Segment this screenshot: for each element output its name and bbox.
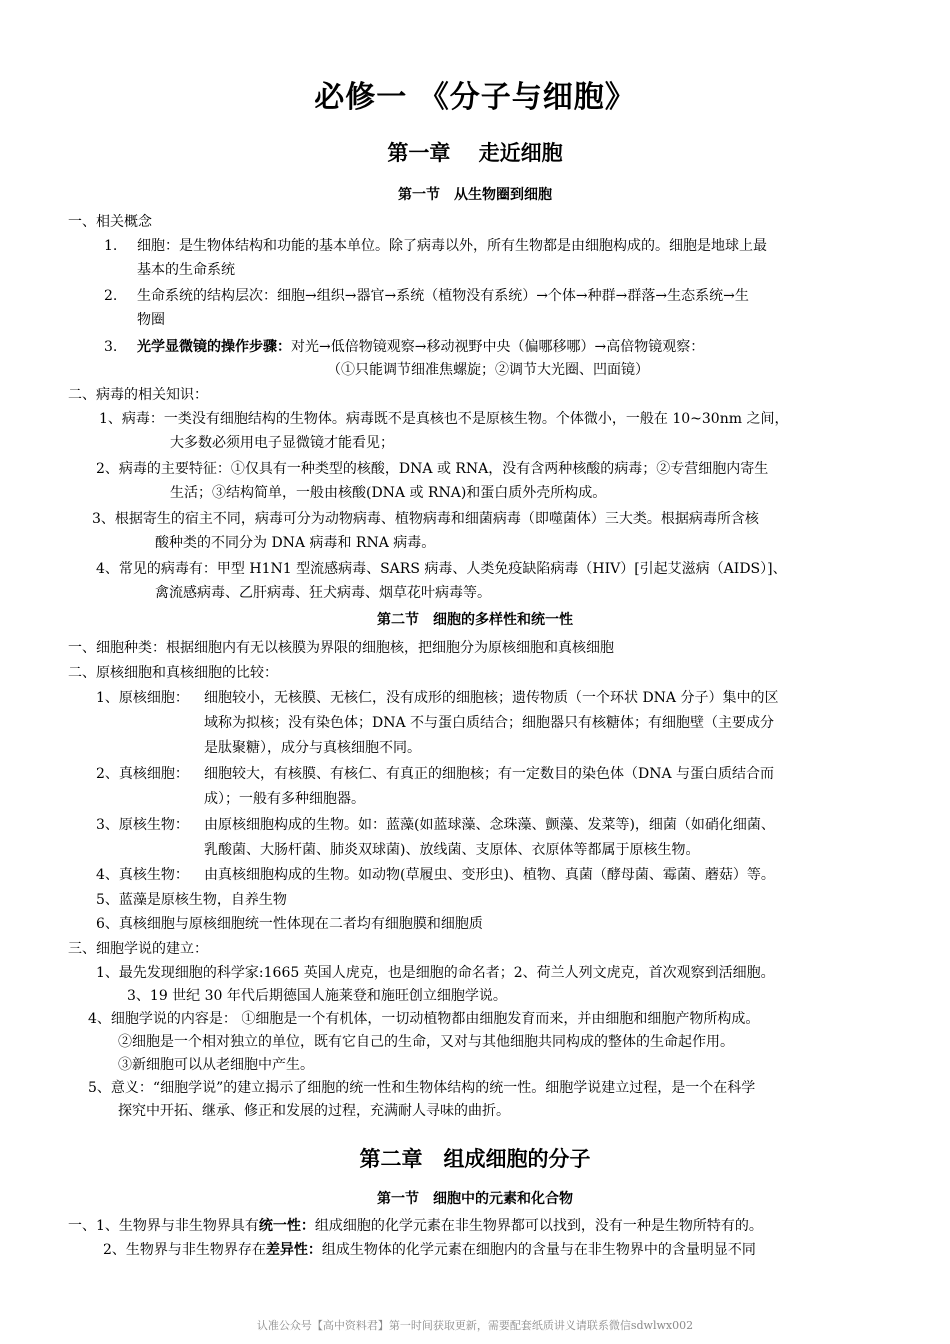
virus-2-line-1: 2、病毒的主要特征：①仅具有一种类型的核酸，DNA 或 RNA，没有含两种核酸的病毒；②专营细胞内寄生 xyxy=(96,461,769,477)
theory-1-line-1: 1、最先发现细胞的科学家:1665 英国人虎克，也是细胞的命名者；2、荷兰人列文虎克，首次观察到活细胞。 xyxy=(96,965,775,981)
item-2-line-1: 生命系统的结构层次：细胞→组织→器官→系统（植物没有系统）→个体→种群→群落→生态系统→生 xyxy=(137,288,749,304)
document-title: 必修一 《分子与细胞》 xyxy=(314,80,636,115)
eukaryote-organism-line-1: 由真核细胞构成的生物。如动物(草履虫、变形虫)、植物、真菌（酵母菌、霉菌、蘑菇）等。 xyxy=(204,867,775,883)
concepts-heading: 一、相关概念 xyxy=(68,214,152,230)
chapter-2-title: 第二章 组成细胞的分子 xyxy=(359,1147,591,1171)
theory-1-line-2: 3、19 世纪 30 年代后期德国人施莱登和施旺创立细胞学说。 xyxy=(127,988,507,1004)
prokaryote-organism-line-2: 乳酸菌、大肠杆菌、肺炎双球菌)、放线菌、支原体、衣原体等都属于原核生物。 xyxy=(204,842,700,858)
element-2-pre: 2、生物界与非生物界存在 xyxy=(103,1242,266,1258)
item-2-line-2: 物圈 xyxy=(137,312,165,328)
virus-3-line-1: 3、根据寄生的宿主不同，病毒可分为动物病毒、植物病毒和细菌病毒（即噬菌体）三大类。根据病毒所含核 xyxy=(92,511,759,527)
theory-4-line-3: ③新细胞可以从老细胞中产生。 xyxy=(118,1057,314,1073)
element-1-pre: 一、1、生物界与非生物界具有 xyxy=(68,1218,259,1234)
virus-heading: 二、病毒的相关知识： xyxy=(68,387,208,403)
prokaryote-cell-line-2: 域称为拟核；没有染色体；DNA 不与蛋白质结合；细胞器只有核糖体；有细胞壁（主要成分 xyxy=(204,715,775,731)
element-2-line xyxy=(103,1239,756,1261)
prokaryote-cell-label: 1、原核细胞： xyxy=(96,690,189,706)
cell-theory-heading: 三、细胞学说的建立： xyxy=(68,941,208,957)
eukaryote-organism-label: 4、真核生物： xyxy=(96,867,189,883)
prokaryote-organism-label: 3、原核生物： xyxy=(96,817,189,833)
item-1-line-1: 细胞：是生物体结构和功能的基本单位。除了病毒以外，所有生物都是由细胞构成的。细胞是地球上最 xyxy=(137,238,767,254)
footer-watermark: 认准公众号【高中资料君】第一时间获取更新，需要配套纸质讲义请联系微信sdwlwx002 xyxy=(256,1319,694,1332)
item-3-bold-label: 光学显微镜的操作步骤： xyxy=(137,339,291,355)
item-1-line-2: 基本的生命系统 xyxy=(137,262,235,278)
virus-1-line-2: 大多数必须用电子显微镜才能看见； xyxy=(170,435,394,451)
item-3-line-1 xyxy=(137,336,704,358)
prokaryote-cell-line-1: 细胞较小，无核膜、无核仁，没有成形的细胞核；遗传物质（一个环状 DNA 分子）集中的区 xyxy=(204,690,779,706)
item-2-number: 2. xyxy=(104,288,118,304)
section-2-1-title: 第一节 细胞中的元素和化合物 xyxy=(377,1191,573,1207)
unity-bold: 统一性： xyxy=(258,1218,315,1234)
theory-4-line-2: ②细胞是一个相对独立的单位，既有它自己的生命，又对与其他细胞共同构成的整体的生命起作用。 xyxy=(118,1034,734,1050)
prokaryote-cell-line-3: 是肽聚糖），成分与真核细胞不同。 xyxy=(204,740,421,756)
item-3-number: 3. xyxy=(104,339,118,355)
virus-4-line-1: 4、常见的病毒有：甲型 H1N1 型流感病毒、SARS 病毒、人类免疫缺陷病毒（HIV）[引起艾滋病（AIDS）]、 xyxy=(96,561,787,577)
virus-3-line-2: 酸种类的不同分为 DNA 病毒和 RNA 病毒。 xyxy=(155,535,436,551)
eukaryote-cell-line-2: 成）；一般有多种细胞器。 xyxy=(204,791,365,807)
element-1-post: 组成细胞的化学元素在非生物界都可以找到，没有一种是生物所特有的。 xyxy=(314,1218,763,1234)
element-1-line xyxy=(68,1215,763,1237)
difference-bold: 差异性： xyxy=(265,1242,322,1258)
item-3-text: 对光→低倍物镜观察→移动视野中央（偏哪移哪）→高倍物镜观察： xyxy=(291,339,705,355)
virus-1-line-1: 1、病毒：一类没有细胞结构的生物体。病毒既不是真核也不是原核生物。个体微小，一般在 10~30nm 之间， xyxy=(99,411,789,427)
virus-2-line-2: 生活；③结构简单，一般由核酸(DNA 或 RNA)和蛋白质外壳所构成。 xyxy=(170,485,607,501)
virus-4-line-2: 禽流感病毒、乙肝病毒、狂犬病毒、烟草花叶病毒等。 xyxy=(155,585,491,601)
item-1-number: 1. xyxy=(104,238,118,254)
cyanobacteria-line: 5、蓝藻是原核生物，自养生物 xyxy=(96,892,287,908)
cell-types-line: 一、细胞种类：根据细胞内有无以核膜为界限的细胞核，把细胞分为原核细胞和真核细胞 xyxy=(68,640,614,656)
eukaryote-cell-line-1: 细胞较大，有核膜、有核仁、有真正的细胞核；有一定数目的染色体（DNA 与蛋白质结合而 xyxy=(204,766,775,782)
chapter-1-title: 第一章 走近细胞 xyxy=(387,141,563,165)
unity-line: 6、真核细胞与原核细胞统一性体现在二者均有细胞膜和细胞质 xyxy=(96,916,483,932)
item-3-line-2: （①只能调节细准焦螺旋；②调节大光圈、凹面镜） xyxy=(327,362,649,378)
eukaryote-cell-label: 2、真核细胞： xyxy=(96,766,189,782)
element-2-post: 组成生物体的化学元素在细胞内的含量与在非生物界中的含量明显不同 xyxy=(321,1242,756,1258)
theory-5-line-1: 5、意义：“细胞学说”的建立揭示了细胞的统一性和生物体结构的统一性。细胞学说建立过程，是一个在科学 xyxy=(88,1080,756,1096)
compare-heading: 二、原核细胞和真核细胞的比较： xyxy=(68,665,278,681)
theory-4-line-1: 4、细胞学说的内容是： ①细胞是一个有机体，一切动植物都由细胞发育而来，并由细胞和细胞产物所构成。 xyxy=(88,1011,760,1027)
theory-5-line-2: 探究中开拓、继承、修正和发展的过程，充满耐人寻味的曲折。 xyxy=(118,1103,510,1119)
section-1-1-title: 第一节 从生物圈到细胞 xyxy=(398,187,552,203)
section-1-2-title: 第二节 细胞的多样性和统一性 xyxy=(377,612,573,628)
prokaryote-organism-line-1: 由原核细胞构成的生物。如：蓝藻(如蓝球藻、念珠藻、颤藻、发菜等)，细菌（如硝化细菌、 xyxy=(204,817,775,833)
